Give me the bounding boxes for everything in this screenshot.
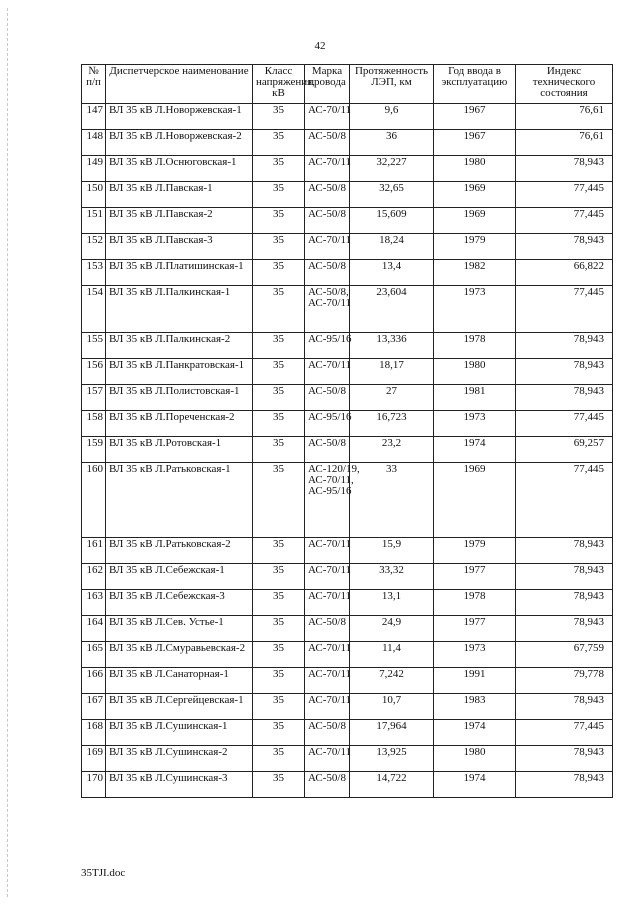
- table-row: [82, 463, 613, 538]
- voltage-class-cell: 35: [253, 463, 305, 538]
- line-name-cell: ВЛ 35 кВ Л.Сергейцевская-1: [106, 694, 253, 720]
- row-number-cell: 166: [82, 668, 106, 694]
- voltage-class-cell: 35: [253, 208, 305, 234]
- table-row: [82, 564, 613, 590]
- row-number-cell: 165: [82, 642, 106, 668]
- line-length-cell: 13,925: [350, 746, 434, 772]
- commission-year-cell: 1969: [434, 463, 516, 538]
- voltage-class-cell: 35: [253, 772, 305, 798]
- line-length-cell: 13,1: [350, 590, 434, 616]
- wire-type-cell: АС-70/11: [305, 538, 350, 564]
- voltage-class-cell: 35: [253, 130, 305, 156]
- table-row: [82, 260, 613, 286]
- voltage-class-cell: 35: [253, 564, 305, 590]
- line-name-cell: ВЛ 35 кВ Л.Павская-1: [106, 182, 253, 208]
- line-name-cell: ВЛ 35 кВ Л.Палкинская-2: [106, 333, 253, 359]
- row-number-cell: 147: [82, 104, 106, 130]
- table-row: [82, 234, 613, 260]
- condition-index-cell: 77,445: [516, 286, 613, 333]
- line-length-cell: 24,9: [350, 616, 434, 642]
- condition-index-cell: 77,445: [516, 411, 613, 437]
- table-row: [82, 590, 613, 616]
- voltage-class-cell: 35: [253, 668, 305, 694]
- condition-index-cell: 77,445: [516, 463, 613, 538]
- header-name: Диспетчерское наименование: [106, 65, 253, 104]
- line-length-cell: 36: [350, 130, 434, 156]
- line-length-cell: 32,65: [350, 182, 434, 208]
- commission-year-cell: 1977: [434, 616, 516, 642]
- row-number-cell: 156: [82, 359, 106, 385]
- line-length-cell: 7,242: [350, 668, 434, 694]
- row-number-cell: 163: [82, 590, 106, 616]
- condition-index-cell: 77,445: [516, 208, 613, 234]
- row-number-cell: 170: [82, 772, 106, 798]
- wire-type-cell: АС-50/8: [305, 772, 350, 798]
- wire-type-cell: АС-50/8: [305, 437, 350, 463]
- wire-type-cell: АС-120/19, АС-70/11, АС-95/16: [305, 463, 350, 538]
- condition-index-cell: 78,943: [516, 746, 613, 772]
- wire-type-cell: АС-50/8: [305, 720, 350, 746]
- page-number: 42: [314, 40, 326, 52]
- voltage-class-cell: 35: [253, 694, 305, 720]
- wire-type-cell: АС-50/8: [305, 616, 350, 642]
- wire-type-cell: АС-70/11: [305, 104, 350, 130]
- row-number-cell: 158: [82, 411, 106, 437]
- condition-index-cell: 76,61: [516, 130, 613, 156]
- commission-year-cell: 1980: [434, 746, 516, 772]
- condition-index-cell: 78,943: [516, 385, 613, 411]
- voltage-class-cell: 35: [253, 182, 305, 208]
- wire-type-cell: АС-50/8: [305, 130, 350, 156]
- commission-year-cell: 1980: [434, 359, 516, 385]
- condition-index-cell: 78,943: [516, 538, 613, 564]
- table-row: [82, 538, 613, 564]
- line-name-cell: ВЛ 35 кВ Л.Платишинская-1: [106, 260, 253, 286]
- voltage-class-cell: 35: [253, 286, 305, 333]
- commission-year-cell: 1981: [434, 385, 516, 411]
- table-row: [82, 616, 613, 642]
- condition-index-cell: 78,943: [516, 694, 613, 720]
- line-length-cell: 10,7: [350, 694, 434, 720]
- wire-type-cell: АС-70/11: [305, 234, 350, 260]
- line-length-cell: 13,4: [350, 260, 434, 286]
- line-length-cell: 15,609: [350, 208, 434, 234]
- commission-year-cell: 1979: [434, 234, 516, 260]
- table-row: [82, 130, 613, 156]
- line-name-cell: ВЛ 35 кВ Л.Сушинская-2: [106, 746, 253, 772]
- line-name-cell: ВЛ 35 кВ Л.Пореченская-2: [106, 411, 253, 437]
- commission-year-cell: 1991: [434, 668, 516, 694]
- wire-type-cell: АС-50/8: [305, 182, 350, 208]
- line-length-cell: 23,604: [350, 286, 434, 333]
- footer-filename: 35TJI.doc: [81, 867, 126, 879]
- condition-index-cell: 78,943: [516, 359, 613, 385]
- line-name-cell: ВЛ 35 кВ Л.Оснюговская-1: [106, 156, 253, 182]
- commission-year-cell: 1974: [434, 720, 516, 746]
- wire-type-cell: АС-70/11: [305, 590, 350, 616]
- commission-year-cell: 1983: [434, 694, 516, 720]
- voltage-class-cell: 35: [253, 359, 305, 385]
- line-name-cell: ВЛ 35 кВ Л.Себежская-1: [106, 564, 253, 590]
- condition-index-cell: 78,943: [516, 156, 613, 182]
- row-number-cell: 167: [82, 694, 106, 720]
- condition-index-cell: 78,943: [516, 590, 613, 616]
- voltage-class-cell: 35: [253, 642, 305, 668]
- line-length-cell: 33,32: [350, 564, 434, 590]
- table-row: [82, 437, 613, 463]
- commission-year-cell: 1973: [434, 642, 516, 668]
- wire-type-cell: АС-70/11: [305, 564, 350, 590]
- row-number-cell: 150: [82, 182, 106, 208]
- line-name-cell: ВЛ 35 кВ Л.Новоржевская-1: [106, 104, 253, 130]
- commission-year-cell: 1974: [434, 772, 516, 798]
- line-length-cell: 14,722: [350, 772, 434, 798]
- line-name-cell: ВЛ 35 кВ Л.Полистовская-1: [106, 385, 253, 411]
- row-number-cell: 148: [82, 130, 106, 156]
- row-number-cell: 160: [82, 463, 106, 538]
- commission-year-cell: 1967: [434, 130, 516, 156]
- condition-index-cell: 78,943: [516, 234, 613, 260]
- line-name-cell: ВЛ 35 кВ Л.Новоржевская-2: [106, 130, 253, 156]
- voltage-class-cell: 35: [253, 746, 305, 772]
- condition-index-cell: 77,445: [516, 720, 613, 746]
- row-number-cell: 161: [82, 538, 106, 564]
- line-name-cell: ВЛ 35 кВ Л.Смуравьевская-2: [106, 642, 253, 668]
- line-length-cell: 27: [350, 385, 434, 411]
- line-length-cell: 33: [350, 463, 434, 538]
- voltage-class-cell: 35: [253, 538, 305, 564]
- line-length-cell: 15,9: [350, 538, 434, 564]
- table-body: [82, 104, 613, 798]
- table-row: [82, 385, 613, 411]
- line-name-cell: ВЛ 35 кВ Л.Ратьковская-2: [106, 538, 253, 564]
- table-row: [82, 156, 613, 182]
- table-row: [82, 772, 613, 798]
- voltage-class-cell: 35: [253, 590, 305, 616]
- row-number-cell: 153: [82, 260, 106, 286]
- commission-year-cell: 1974: [434, 437, 516, 463]
- wire-type-cell: АС-70/11: [305, 668, 350, 694]
- wire-type-cell: АС-70/11: [305, 359, 350, 385]
- voltage-class-cell: 35: [253, 616, 305, 642]
- wire-type-cell: АС-50/8: [305, 385, 350, 411]
- header-condition-index: Индекс технического состояния: [516, 65, 613, 104]
- condition-index-cell: 69,257: [516, 437, 613, 463]
- row-number-cell: 162: [82, 564, 106, 590]
- voltage-class-cell: 35: [253, 333, 305, 359]
- row-number-cell: 169: [82, 746, 106, 772]
- commission-year-cell: 1978: [434, 333, 516, 359]
- line-name-cell: ВЛ 35 кВ Л.Панкратовская-1: [106, 359, 253, 385]
- line-name-cell: ВЛ 35 кВ Л.Санаторная-1: [106, 668, 253, 694]
- voltage-class-cell: 35: [253, 234, 305, 260]
- voltage-class-cell: 35: [253, 104, 305, 130]
- commission-year-cell: 1969: [434, 208, 516, 234]
- voltage-class-cell: 35: [253, 411, 305, 437]
- commission-year-cell: 1967: [434, 104, 516, 130]
- line-length-cell: 23,2: [350, 437, 434, 463]
- row-number-cell: 159: [82, 437, 106, 463]
- commission-year-cell: 1977: [434, 564, 516, 590]
- table-row: [82, 411, 613, 437]
- header-commission-year: Год ввода в эксплуатацию: [434, 65, 516, 104]
- row-number-cell: 149: [82, 156, 106, 182]
- wire-type-cell: АС-70/11: [305, 642, 350, 668]
- line-name-cell: ВЛ 35 кВ Л.Сушинская-1: [106, 720, 253, 746]
- row-number-cell: 154: [82, 286, 106, 333]
- wire-type-cell: АС-50/8: [305, 208, 350, 234]
- wire-type-cell: АС-70/11: [305, 156, 350, 182]
- line-length-cell: 16,723: [350, 411, 434, 437]
- voltage-class-cell: 35: [253, 156, 305, 182]
- commission-year-cell: 1979: [434, 538, 516, 564]
- line-name-cell: ВЛ 35 кВ Л.Ротовская-1: [106, 437, 253, 463]
- line-name-cell: ВЛ 35 кВ Л.Палкинская-1: [106, 286, 253, 333]
- table-row: [82, 104, 613, 130]
- condition-index-cell: 78,943: [516, 616, 613, 642]
- voltage-class-cell: 35: [253, 437, 305, 463]
- condition-index-cell: 66,822: [516, 260, 613, 286]
- scan-edge-line: [7, 8, 8, 897]
- condition-index-cell: 77,445: [516, 182, 613, 208]
- line-length-cell: 18,24: [350, 234, 434, 260]
- voltage-class-cell: 35: [253, 260, 305, 286]
- line-name-cell: ВЛ 35 кВ Л.Павская-2: [106, 208, 253, 234]
- line-name-cell: ВЛ 35 кВ Л.Павская-3: [106, 234, 253, 260]
- line-name-cell: ВЛ 35 кВ Л.Сев. Устье-1: [106, 616, 253, 642]
- voltage-class-cell: 35: [253, 720, 305, 746]
- row-number-cell: 155: [82, 333, 106, 359]
- row-number-cell: 164: [82, 616, 106, 642]
- commission-year-cell: 1978: [434, 590, 516, 616]
- commission-year-cell: 1973: [434, 286, 516, 333]
- condition-index-cell: 78,943: [516, 772, 613, 798]
- commission-year-cell: 1982: [434, 260, 516, 286]
- line-length-cell: 9,6: [350, 104, 434, 130]
- table-row: [82, 668, 613, 694]
- table-row: [82, 333, 613, 359]
- header-wire-type: Марка провода: [305, 65, 350, 104]
- wire-type-cell: АС-95/16: [305, 333, 350, 359]
- wire-type-cell: АС-70/11: [305, 694, 350, 720]
- voltage-class-cell: 35: [253, 385, 305, 411]
- wire-type-cell: АС-95/16: [305, 411, 350, 437]
- line-length-cell: 11,4: [350, 642, 434, 668]
- line-length-cell: 32,227: [350, 156, 434, 182]
- line-length-cell: 13,336: [350, 333, 434, 359]
- condition-index-cell: 78,943: [516, 564, 613, 590]
- row-number-cell: 157: [82, 385, 106, 411]
- line-name-cell: ВЛ 35 кВ Л.Ратьковская-1: [106, 463, 253, 538]
- header-line-length: Протяженность ЛЭП, км: [350, 65, 434, 104]
- condition-index-cell: 79,778: [516, 668, 613, 694]
- wire-type-cell: АС-70/11: [305, 746, 350, 772]
- commission-year-cell: 1973: [434, 411, 516, 437]
- table-row: [82, 746, 613, 772]
- table-row: [82, 286, 613, 333]
- header-number: № п/п: [82, 65, 106, 104]
- wire-type-cell: АС-50/8, АС-70/11: [305, 286, 350, 333]
- power-lines-table: [81, 64, 613, 798]
- condition-index-cell: 78,943: [516, 333, 613, 359]
- row-number-cell: 168: [82, 720, 106, 746]
- line-name-cell: ВЛ 35 кВ Л.Себежская-3: [106, 590, 253, 616]
- row-number-cell: 151: [82, 208, 106, 234]
- table-row: [82, 208, 613, 234]
- table-row: [82, 182, 613, 208]
- table-header-row: [82, 65, 613, 104]
- commission-year-cell: 1980: [434, 156, 516, 182]
- table-row: [82, 359, 613, 385]
- line-length-cell: 18,17: [350, 359, 434, 385]
- commission-year-cell: 1969: [434, 182, 516, 208]
- row-number-cell: 152: [82, 234, 106, 260]
- table-row: [82, 694, 613, 720]
- line-length-cell: 17,964: [350, 720, 434, 746]
- header-voltage-class: Класс напряжения, кВ: [253, 65, 305, 104]
- table-row: [82, 642, 613, 668]
- line-name-cell: ВЛ 35 кВ Л.Сушинская-3: [106, 772, 253, 798]
- condition-index-cell: 76,61: [516, 104, 613, 130]
- table-row: [82, 720, 613, 746]
- wire-type-cell: АС-50/8: [305, 260, 350, 286]
- condition-index-cell: 67,759: [516, 642, 613, 668]
